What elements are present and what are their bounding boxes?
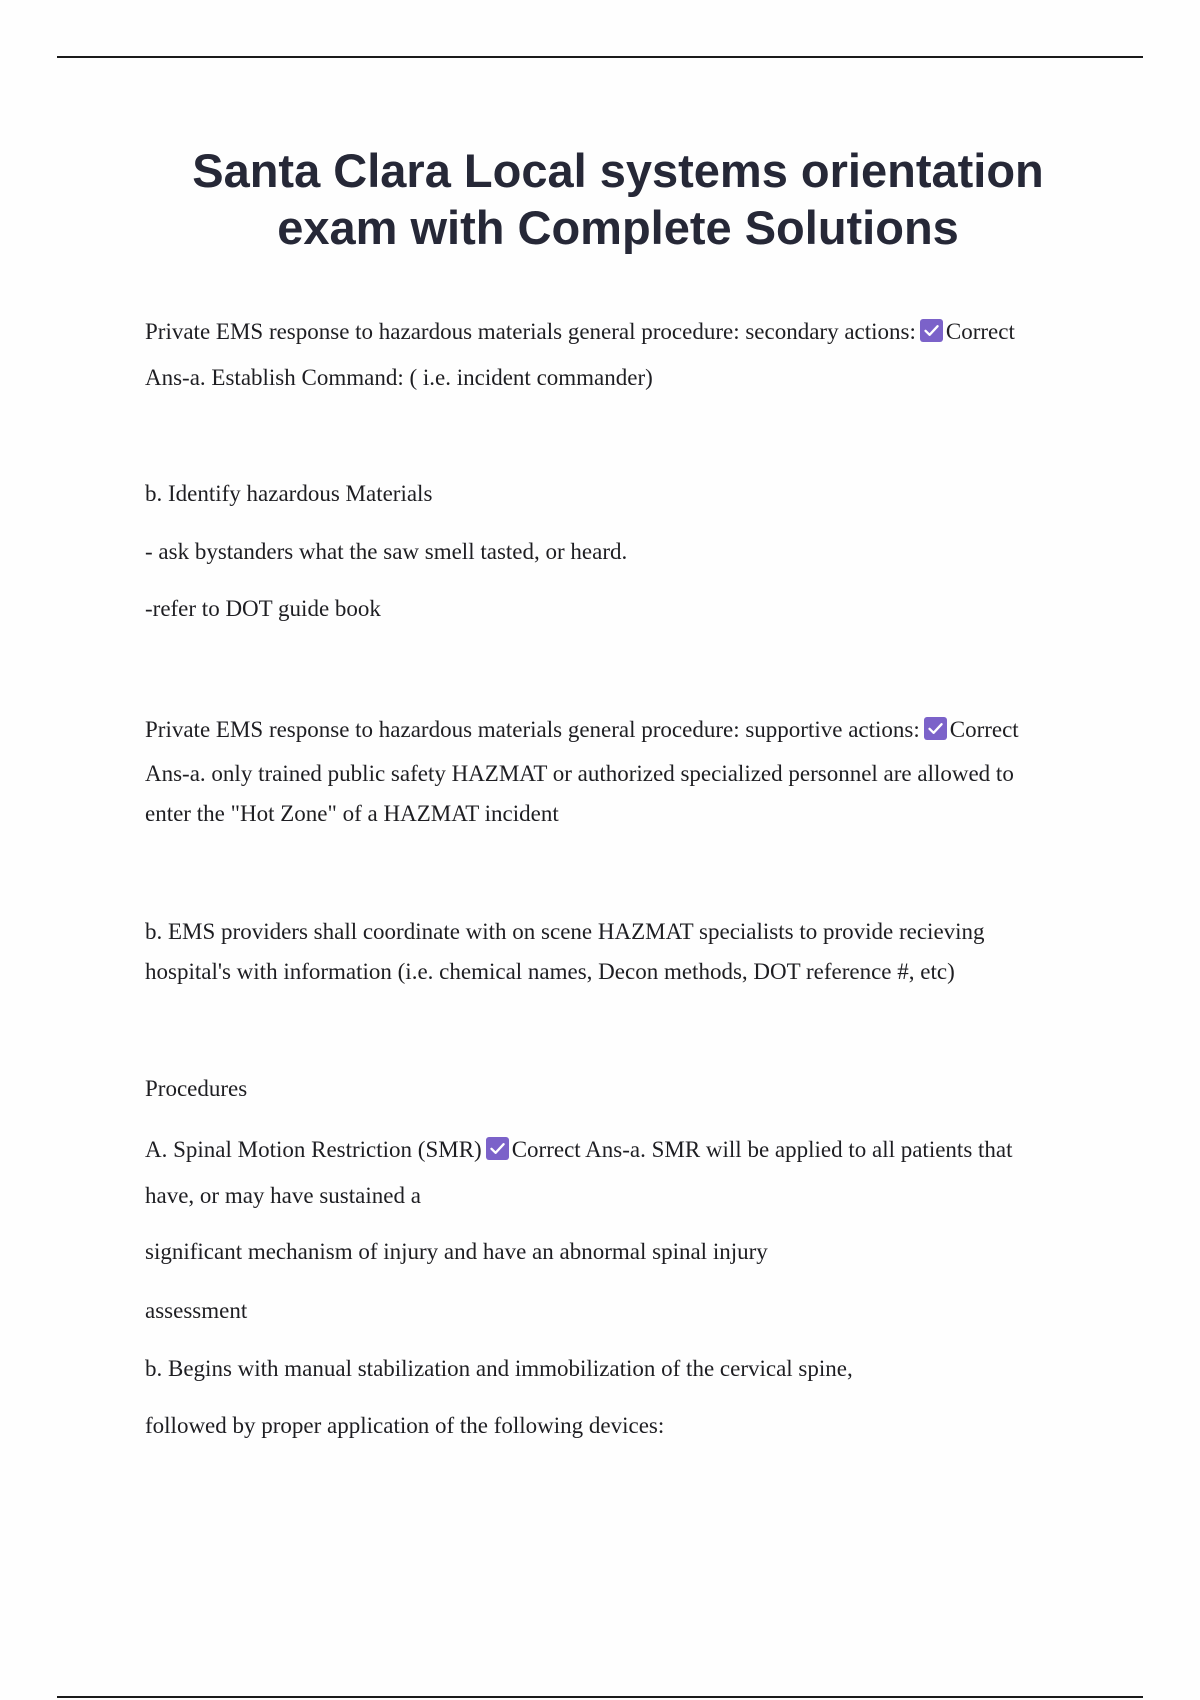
answer-line: Ans-a. only trained public safety HAZMAT or authorized specialized personnel are allowed to (145, 761, 1014, 786)
answer-line: b. EMS providers shall coordinate with on scene HAZMAT specialists to provide recieving (145, 919, 985, 944)
question-2-prompt: Private EMS response to hazardous materials general procedure: supportive actions: (145, 717, 920, 742)
bottom-rule (57, 1696, 1143, 1698)
answer-line: followed by proper application of the following devices: (145, 1413, 665, 1438)
checkbox-checked-icon (924, 717, 947, 740)
answer-line: assessment (145, 1298, 248, 1323)
checkbox-checked-icon (486, 1137, 509, 1160)
answer-line: b. Begins with manual stabilization and immobilization of the cervical spine, (145, 1356, 853, 1381)
question-3-line (145, 1136, 1013, 1164)
answer-line: - ask bystanders what the saw smell tasted, or heard. (145, 539, 628, 564)
question-1-prompt: Private EMS response to hazardous materials general procedure: secondary actions: (145, 319, 916, 344)
answer-line: have, or may have sustained a (145, 1183, 421, 1208)
correct-label: Correct (949, 717, 1019, 742)
question-3-prompt: A. Spinal Motion Restriction (SMR) (145, 1137, 482, 1162)
question-1-line (145, 318, 1015, 346)
checkbox-checked-icon (920, 319, 943, 342)
answer-line: significant mechanism of injury and have an abnormal spinal injury (145, 1239, 768, 1264)
correct-label: Correct (945, 319, 1015, 344)
answer-line: Ans-a. Establish Command: ( i.e. incident commander) (145, 365, 653, 390)
answer-line: enter the "Hot Zone" of a HAZMAT incident (145, 801, 559, 826)
answer-line: hospital's with information (i.e. chemical names, Decon methods, DOT reference #, etc) (145, 959, 955, 984)
question-2-line (145, 716, 1019, 744)
title-line-1: Santa Clara Local systems orientation (192, 144, 1044, 197)
answer-line: b. Identify hazardous Materials (145, 481, 433, 506)
question-3-answer-start: Correct Ans-a. SMR will be applied to all patients that (511, 1137, 1013, 1162)
title-line-2: exam with Complete Solutions (277, 201, 959, 254)
section-heading: Procedures (145, 1076, 248, 1101)
document-title (120, 142, 1116, 256)
top-rule (57, 56, 1143, 58)
answer-line: -refer to DOT guide book (145, 596, 381, 621)
